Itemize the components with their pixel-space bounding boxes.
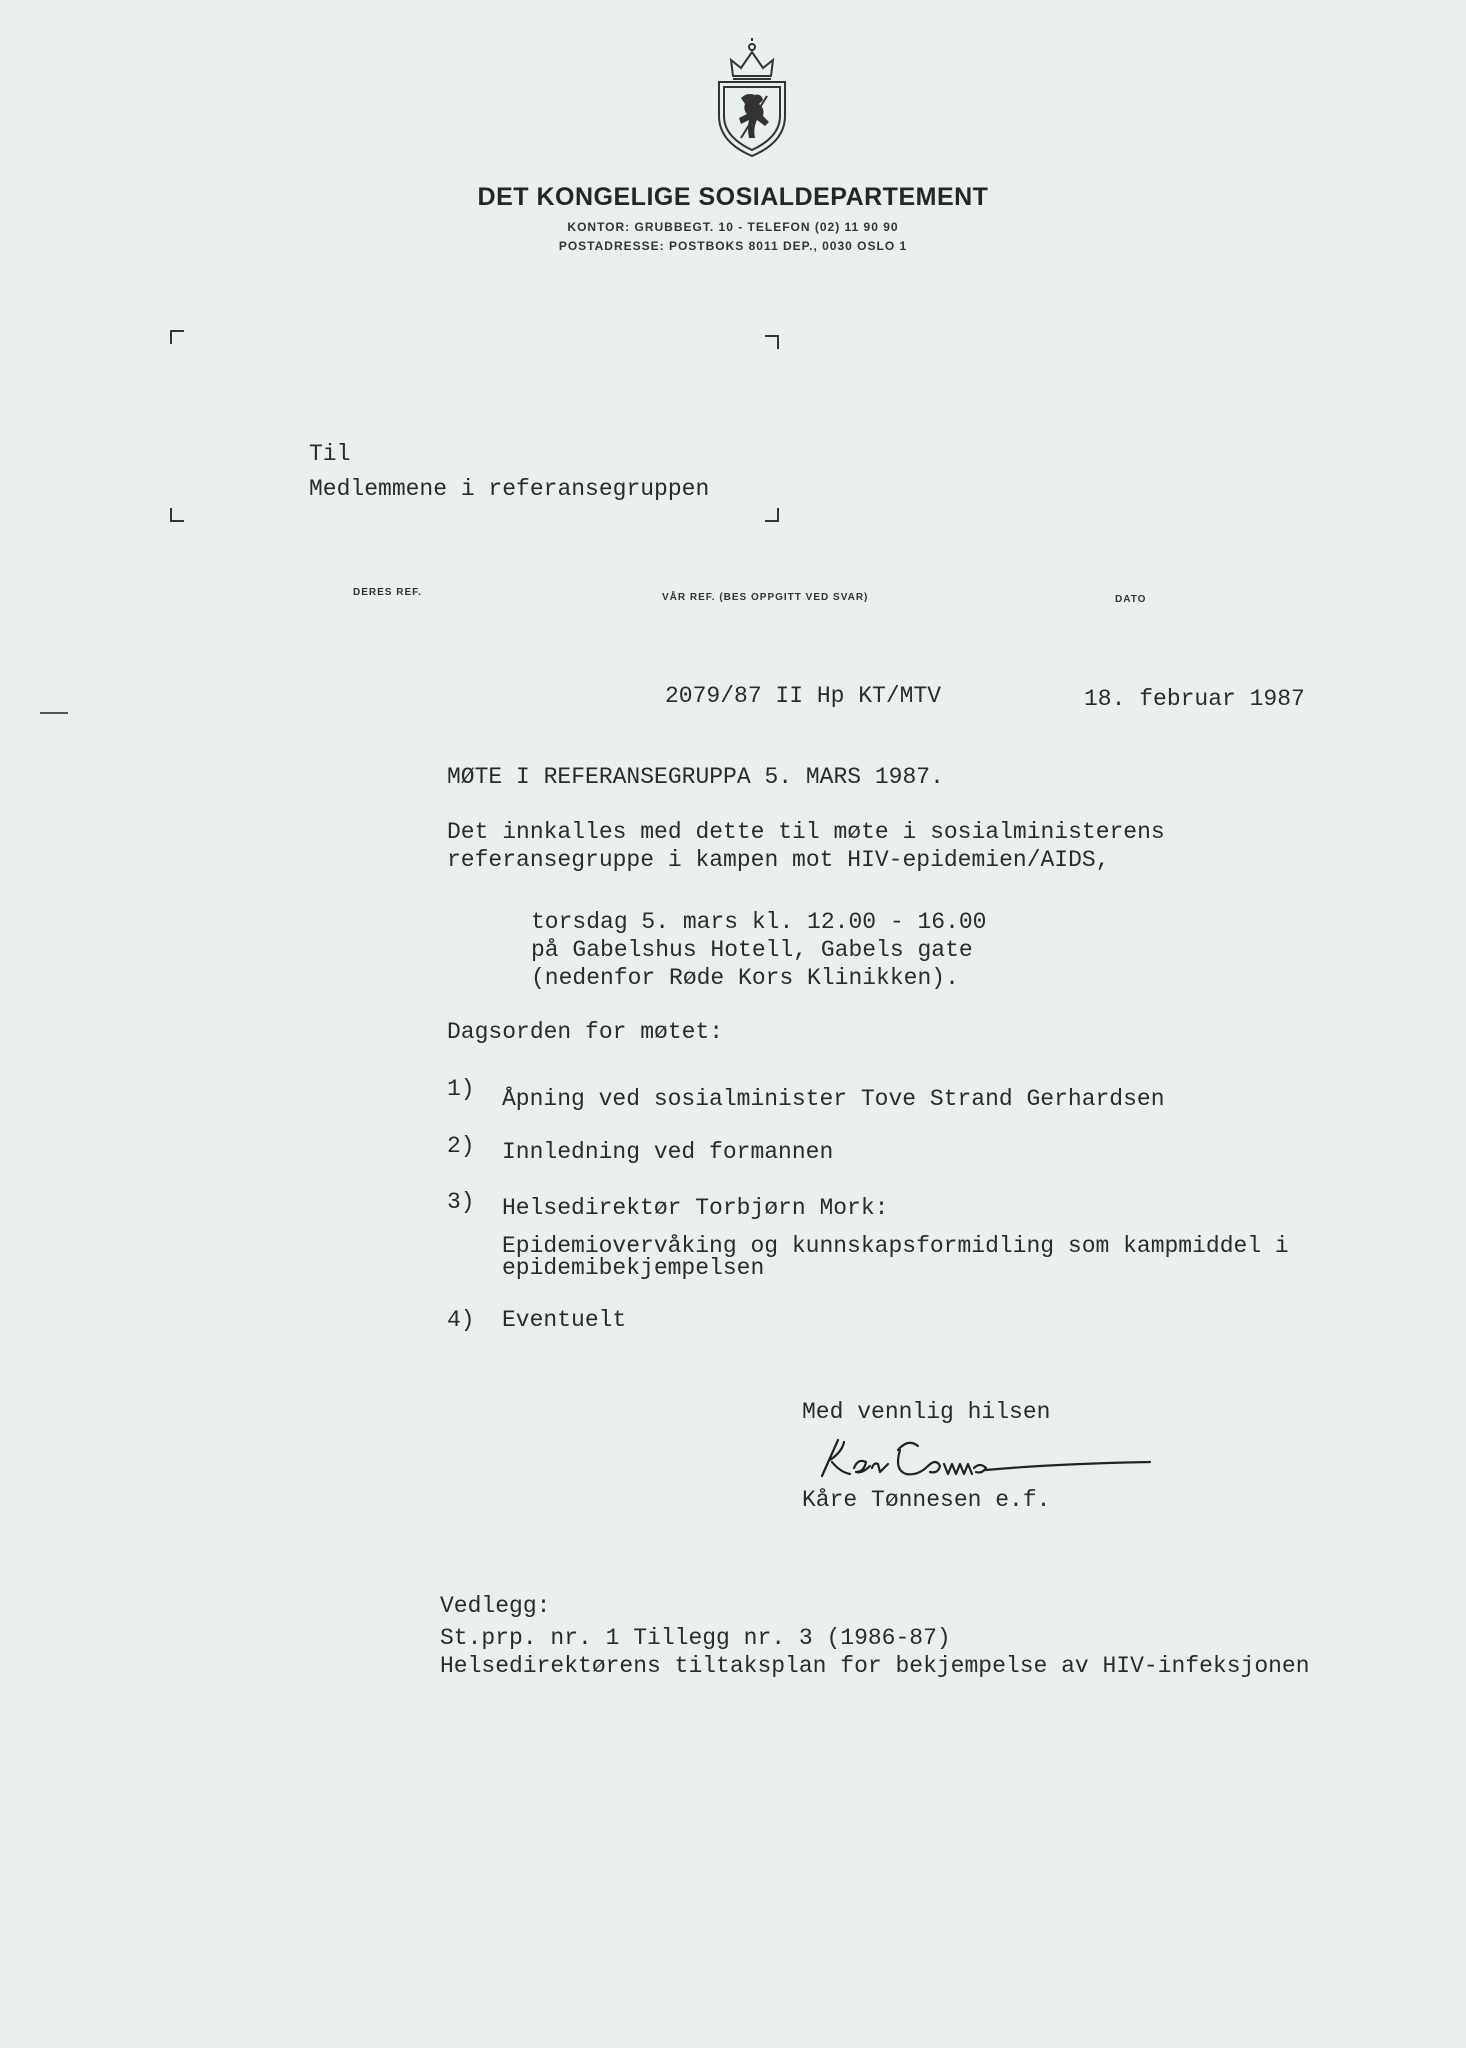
closing-greeting: Med vennlig hilsen xyxy=(802,1399,1051,1425)
department-name: DET KONGELIGE SOSIALDEPARTEMENT xyxy=(477,183,989,211)
signatory-name: Kåre Tønnesen e.f. xyxy=(802,1487,1051,1513)
agenda-item: Innledning ved formannen xyxy=(502,1139,834,1165)
coat-of-arms-icon xyxy=(711,38,793,158)
intro-line-1: Det innkalles med dette til møte i sosialministerens xyxy=(447,819,1165,845)
agenda-item: Åpning ved sosialminister Tove Strand Gerhardsen xyxy=(502,1086,1165,1112)
date-value: 18. februar 1987 xyxy=(1084,686,1305,712)
agenda-item-detail: epidemibekjempelsen xyxy=(502,1255,765,1281)
agenda-item-detail: Epidemiovervåking og kunnskapsformidling som kampmiddel i xyxy=(502,1233,1289,1259)
meeting-place: på Gabelshus Hotell, Gabels gate xyxy=(531,937,973,963)
address-corner-top-left xyxy=(170,330,184,344)
recipient-to: Til xyxy=(309,441,351,467)
attachment-item: St.prp. nr. 1 Tillegg nr. 3 (1986-87) xyxy=(440,1625,951,1651)
agenda-item: Eventuelt xyxy=(502,1307,627,1333)
agenda-number: 1) xyxy=(447,1076,475,1102)
recipient-name: Medlemmene i referansegruppen xyxy=(309,476,710,502)
attachments-heading: Vedlegg: xyxy=(440,1593,551,1619)
meeting-place-detail: (nedenfor Røde Kors Klinikken). xyxy=(531,965,959,991)
postal-address: POSTADRESSE: POSTBOKS 8011 DEP., 0030 OSLO 1 xyxy=(558,239,908,253)
our-ref-label: VÅR REF. (BES OPPGITT VED SVAR) xyxy=(662,592,869,603)
your-ref-label: DERES REF. xyxy=(353,587,422,598)
handwritten-signature xyxy=(810,1428,1155,1490)
address-corner-top-right xyxy=(765,335,779,349)
meeting-time: torsdag 5. mars kl. 12.00 - 16.00 xyxy=(531,909,987,935)
subject-line: MØTE I REFERANSEGRUPPA 5. MARS 1987. xyxy=(447,764,944,790)
agenda-number: 4) xyxy=(447,1307,475,1333)
fold-mark xyxy=(40,712,68,714)
agenda-item: Helsedirektør Torbjørn Mork: xyxy=(502,1195,889,1221)
intro-line-2: referansegruppe i kampen mot HIV-epidemien/AIDS, xyxy=(447,847,1110,873)
our-ref-value: 2079/87 II Hp KT/MTV xyxy=(665,683,942,709)
agenda-number: 2) xyxy=(447,1133,475,1159)
address-corner-bottom-right xyxy=(765,508,779,522)
agenda-heading: Dagsorden for møtet: xyxy=(447,1019,724,1045)
date-label: DATO xyxy=(1115,594,1147,605)
agenda-number: 3) xyxy=(447,1189,475,1215)
office-address: KONTOR: GRUBBEGT. 10 - TELEFON (02) 11 90 90 xyxy=(567,220,899,234)
address-corner-bottom-left xyxy=(170,508,184,522)
attachment-item: Helsedirektørens tiltaksplan for bekjempelse av HIV-infeksjonen xyxy=(440,1653,1310,1679)
